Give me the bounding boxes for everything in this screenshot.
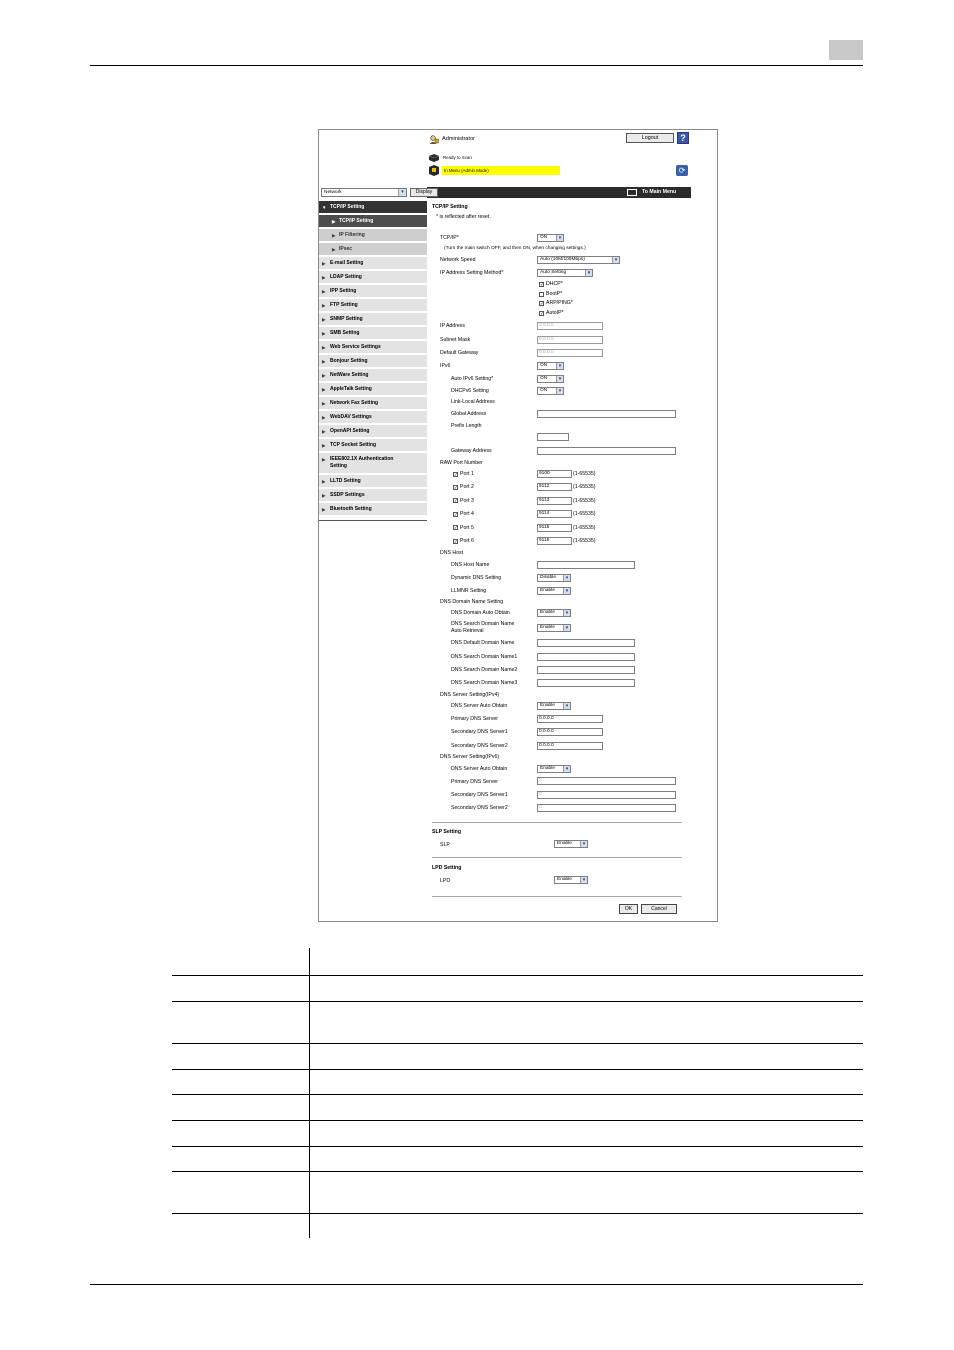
select-value: Enable: [540, 588, 555, 593]
ipv4-secondary-dns1-field[interactable]: 0.0.0.0: [537, 728, 603, 736]
default-domain-field[interactable]: [537, 639, 635, 647]
global-address-field[interactable]: [537, 410, 676, 418]
dns-host-name-field[interactable]: [537, 561, 635, 569]
ipv6-secondary-dns2-label: Secondary DNS Server2: [451, 805, 508, 811]
port3-field[interactable]: 9113: [537, 497, 572, 505]
select-value: ON: [540, 235, 548, 240]
triangle-right-icon: ▶: [322, 275, 326, 280]
sidebar-item-label: TCP/IP Setting: [330, 204, 365, 210]
sidebar-item-openapi[interactable]: [319, 425, 427, 438]
select-value: Enable: [557, 841, 572, 846]
domain-auto-obtain-select[interactable]: [537, 609, 571, 617]
dhcp-label: DHCP*: [546, 281, 563, 287]
select-value: ON: [540, 376, 548, 381]
sidebar-item-label: TCP/IP Setting: [339, 218, 374, 224]
triangle-right-icon: ▶: [332, 247, 336, 252]
sidebar-item-email[interactable]: [319, 257, 427, 270]
sidebar-item-label: IPsec: [339, 246, 353, 252]
dynamic-dns-label: Dynamic DNS Setting: [451, 575, 502, 581]
search-domain3-field[interactable]: [537, 679, 635, 687]
dhcpv6-label: DHCPv6 Setting: [451, 388, 489, 394]
sidebar-subitem-tcpip[interactable]: [319, 215, 427, 228]
slp-select[interactable]: [554, 840, 588, 848]
sidebar-subitem-ipsec[interactable]: [319, 243, 427, 256]
ip-address-label: IP Address: [440, 323, 465, 329]
sidebar-item-label: SSDP Settings: [330, 492, 365, 498]
sidebar-subitem-ip-filtering[interactable]: [319, 229, 427, 242]
chevron-down-icon: ▾: [563, 575, 570, 581]
prefix-length-label: Prefix Length: [451, 423, 482, 429]
table-row-line: [172, 1001, 863, 1002]
sidebar-item-ldap[interactable]: [319, 271, 427, 284]
page-tab-marker: [829, 40, 863, 60]
chevron-down-icon: ▾: [563, 625, 570, 631]
triangle-right-icon: ▶: [322, 345, 326, 350]
search-domain3-label: DNS Search Domain Name3: [451, 680, 518, 686]
triangle-right-icon: ▶: [322, 457, 326, 462]
chevron-down-icon: ▾: [563, 766, 570, 772]
gateway-address-label: Gateway Address: [451, 448, 492, 454]
port2-field[interactable]: 9112: [537, 483, 572, 491]
triangle-right-icon: ▶: [322, 261, 326, 266]
sidebar-item-label: FTP Setting: [330, 302, 358, 308]
port6-field[interactable]: 9116: [537, 537, 572, 545]
sidebar-item-label: IPP Setting: [330, 288, 357, 294]
auto-ipv6-select[interactable]: [537, 375, 564, 383]
global-address-label: Global Address: [451, 411, 487, 417]
network-speed-label: Network Speed: [440, 257, 476, 263]
lpd-section-title: LPD Setting: [432, 865, 462, 871]
sidebar-item-label: NetWare Setting: [330, 372, 369, 378]
help-icon[interactable]: ?: [677, 132, 689, 144]
sidebar-item-label: TCP Socket Setting: [330, 442, 377, 448]
scanner-icon: [428, 153, 440, 162]
search-domain-auto-select[interactable]: [537, 624, 571, 632]
refresh-icon[interactable]: ⟳: [676, 165, 688, 176]
port6-checkbox[interactable]: ✓: [454, 539, 458, 544]
select-value: Enable: [540, 625, 555, 630]
table-row-line: [172, 1043, 863, 1044]
sidebar-item-tcpip[interactable]: [319, 201, 427, 214]
arp-ping-label: ARP/PING*: [546, 300, 573, 306]
select-value: Enable: [540, 703, 555, 708]
default-gateway-label: Default Gateway: [440, 350, 479, 356]
triangle-right-icon: ▶: [332, 219, 336, 224]
sidebar-item-label: AppleTalk Setting: [330, 386, 372, 392]
select-value: Auto Setting: [540, 270, 567, 275]
default-domain-label: DNS Default Domain Name: [451, 640, 515, 646]
dns-host-name-label: DNS Host Name: [451, 562, 490, 568]
port4-label: Port 4: [460, 511, 474, 517]
sidebar-item-bluetooth[interactable]: [319, 503, 427, 516]
administrator-icon: [429, 135, 439, 144]
table-row-line: [172, 1213, 863, 1214]
logout-button[interactable]: Logout: [626, 133, 674, 143]
sidebar-item-label: Network Fax Setting: [330, 400, 379, 406]
slp-section-title: SLP Setting: [432, 829, 462, 835]
admin-mode-banner: In Menu (Admin Mode): [442, 166, 560, 175]
chevron-down-icon: ▾: [563, 588, 570, 594]
ipv6-secondary-dns1-field[interactable]: ::: [537, 791, 676, 799]
ok-button[interactable]: OK: [619, 904, 638, 914]
sidebar-item-label: Web Service Settings: [330, 344, 381, 350]
tcpip-note: (Turn the main switch OFF, and then ON, when changing settings.): [444, 246, 586, 251]
triangle-right-icon: ▶: [322, 479, 326, 484]
sidebar-item-label: WebDAV Settings: [330, 414, 372, 420]
chevron-down-icon: ▾: [556, 376, 563, 382]
search-domain-auto-label-2: Auto Retrieval: [451, 628, 484, 634]
ipv6-primary-dns-field[interactable]: ::: [537, 777, 676, 785]
ipv6-auto-obtain-select[interactable]: [537, 765, 571, 773]
port6-label: Port 6: [460, 538, 474, 544]
ip-method-select[interactable]: [537, 269, 593, 277]
tcpip-select[interactable]: [537, 234, 564, 242]
chevron-down-icon: ▾: [580, 877, 587, 883]
port1-label: Port 1: [460, 471, 474, 477]
header-rule: [90, 65, 863, 66]
port3-label: Port 3: [460, 498, 474, 504]
sidebar-item-tcp-socket[interactable]: [319, 439, 427, 452]
arp-ping-checkbox[interactable]: ✓: [540, 301, 544, 306]
triangle-right-icon: ▶: [322, 493, 326, 498]
select-value: Enable: [557, 877, 572, 882]
chevron-down-icon: ▾: [556, 235, 563, 241]
port4-range: (1-65535): [573, 511, 596, 517]
table-row-line: [172, 1094, 863, 1095]
sidebar-item-appletalk[interactable]: [319, 383, 427, 396]
sidebar-item-label: Bonjour Setting: [330, 358, 368, 364]
dns-server-ipv6-label: DNS Server Setting(IPv6): [440, 754, 500, 760]
triangle-right-icon: ▶: [322, 303, 326, 308]
bootp-label: BootP*: [546, 291, 563, 297]
port5-checkbox[interactable]: ✓: [454, 525, 458, 530]
sidebar-item-ieee8021x[interactable]: [319, 453, 427, 474]
network-category-select[interactable]: [321, 188, 407, 197]
display-button[interactable]: Display: [410, 188, 438, 197]
sidebar-item-label: IP Filtering: [339, 232, 365, 238]
sidebar-item-netware[interactable]: [319, 369, 427, 382]
sidebar-item-ipp[interactable]: [319, 285, 427, 298]
sidebar-item-lltd[interactable]: [319, 475, 427, 488]
administrator-label: Administrator: [442, 136, 475, 142]
table-row-line: [172, 1069, 863, 1070]
sidebar-item-label: SNMP Setting: [330, 316, 363, 322]
subnet-mask-label: Subnet Mask: [440, 337, 471, 343]
footer-rule: [90, 1284, 863, 1285]
sidebar-item-label: E-mail Setting: [330, 260, 364, 266]
ipv6-select[interactable]: [537, 362, 564, 370]
dhcp-checkbox[interactable]: ✓: [540, 282, 544, 287]
triangle-right-icon: ▶: [322, 373, 326, 378]
port1-field[interactable]: 9100: [537, 470, 572, 478]
link-local-label: Link-Local Address: [451, 399, 495, 405]
port1-range: (1-65535): [573, 471, 596, 477]
sidebar-item-label: Bluetooth Setting: [330, 506, 372, 512]
dns-host-label: DNS Host: [440, 550, 464, 556]
sidebar-item-ftp[interactable]: [319, 299, 427, 312]
sidebar-item-network-fax[interactable]: [319, 397, 427, 410]
dhcpv6-select[interactable]: [537, 387, 564, 395]
select-value: Auto (10M/100Mbps): [540, 257, 585, 262]
sidebar-item-snmp[interactable]: [319, 313, 427, 326]
lpd-select[interactable]: [554, 876, 588, 884]
table-row-line: [172, 1120, 863, 1121]
sidebar-item-webdav[interactable]: [319, 411, 427, 424]
section-divider: [432, 822, 682, 823]
triangle-right-icon: ▶: [322, 401, 326, 406]
triangle-right-icon: ▶: [322, 443, 326, 448]
sidebar-item-web-service[interactable]: [319, 341, 427, 354]
port2-checkbox[interactable]: ✓: [454, 485, 458, 490]
ip-method-label: IP Address Setting Method*: [440, 270, 504, 276]
chevron-down-icon: ▾: [563, 703, 570, 709]
subnet-mask-field[interactable]: 0.0.0.0: [537, 336, 603, 344]
port2-label: Port 2: [460, 484, 474, 490]
screenshot-frame: [318, 129, 718, 922]
admin-mode-icon: [428, 164, 440, 176]
port4-field[interactable]: 9114: [537, 510, 572, 518]
table-row-line: [172, 1171, 863, 1172]
chevron-down-icon: ▾: [556, 363, 563, 369]
triangle-right-icon: ▶: [322, 387, 326, 392]
triangle-right-icon: ▶: [322, 331, 326, 336]
triangle-right-icon: ▶: [322, 289, 326, 294]
ipv4-primary-dns-label: Primary DNS Server: [451, 716, 498, 722]
triangle-right-icon: ▶: [322, 429, 326, 434]
domain-auto-obtain-label: DNS Domain Auto Obtain: [451, 610, 510, 616]
chevron-down-icon: ▾: [563, 610, 570, 616]
search-domain-auto-label: DNS Search Domain Name: [451, 621, 515, 627]
sidebar-item-label: LLTD Setting: [330, 478, 361, 484]
tcpip-label: TCP/IP*: [440, 235, 459, 241]
sidebar-divider: [319, 520, 427, 521]
dns-domain-label: DNS Domain Name Setting: [440, 599, 504, 605]
section-divider: [432, 857, 682, 858]
port1-checkbox[interactable]: ✓: [454, 472, 458, 477]
port5-field[interactable]: 9115: [537, 524, 572, 532]
raw-port-label: RAW Port Number: [440, 460, 483, 466]
autoip-checkbox[interactable]: ✓: [540, 311, 544, 316]
reset-note: * is reflected after reset.: [436, 214, 491, 220]
default-gateway-field[interactable]: 0.0.0.0: [537, 349, 603, 357]
search-domain2-field[interactable]: [537, 666, 635, 674]
select-value: Enable: [540, 610, 555, 615]
sidebar-item-label: SMB Setting: [330, 330, 360, 336]
search-domain2-label: DNS Search Domain Name2: [451, 667, 518, 673]
table-row-line: [172, 975, 863, 976]
ipv4-auto-obtain-label: DNS Server Auto Obtain: [451, 703, 508, 709]
ipv6-primary-dns-label: Primary DNS Server: [451, 779, 498, 785]
cancel-button[interactable]: Cancel: [641, 904, 677, 914]
ipv6-secondary-dns1-label: Secondary DNS Server1: [451, 792, 508, 798]
machine-status: Ready to Scan: [443, 155, 472, 160]
triangle-right-icon: ▶: [322, 415, 326, 420]
select-value: ON: [540, 388, 548, 393]
sidebar-item-smb[interactable]: [319, 327, 427, 340]
port2-range: (1-65535): [573, 484, 596, 490]
lpd-label: LPD: [440, 878, 451, 884]
ipv6-secondary-dns2-field[interactable]: ::: [537, 804, 676, 812]
ipv6-label: IPv6: [440, 363, 451, 369]
section-divider: [432, 896, 682, 897]
port5-label: Port 5: [460, 525, 474, 531]
to-main-menu-link[interactable]: To Main Menu: [642, 189, 677, 195]
triangle-right-icon: ▶: [322, 507, 326, 512]
table-row-line: [172, 1146, 863, 1147]
select-value: Enable: [540, 766, 555, 771]
search-domain1-field[interactable]: [537, 653, 635, 661]
select-value: ON: [540, 363, 548, 368]
slp-label: SLP: [440, 842, 450, 848]
sidebar-item-label: IEEE802.1X Authentication: [330, 456, 394, 462]
ipv4-secondary-dns2-field[interactable]: 0.0.0.0: [537, 742, 603, 750]
llmnr-select[interactable]: [537, 587, 571, 595]
main-menu-icon[interactable]: [627, 189, 637, 196]
port6-range: (1-65535): [573, 538, 596, 544]
auto-ipv6-label: Auto IPv6 Setting*: [451, 376, 494, 382]
port3-checkbox[interactable]: ✓: [454, 498, 458, 503]
dynamic-dns-select[interactable]: [537, 574, 571, 582]
port5-range: (1-65535): [573, 525, 596, 531]
dns-server-ipv4-label: DNS Server Setting(IPv4): [440, 692, 500, 698]
bootp-checkbox[interactable]: [539, 292, 544, 297]
ipv6-auto-obtain-label: DNS Server Auto Obtain: [451, 766, 508, 772]
ipv4-secondary-dns2-label: Secondary DNS Server2: [451, 743, 508, 749]
chevron-down-icon: ▾: [580, 841, 587, 847]
triangle-right-icon: ▶: [332, 233, 336, 238]
llmnr-label: LLMNR Setting: [451, 588, 487, 594]
sidebar-item-label: LDAP Setting: [330, 274, 362, 280]
triangle-right-icon: ▶: [322, 359, 326, 364]
select-value: Disable: [540, 575, 556, 580]
port4-checkbox[interactable]: ✓: [454, 512, 458, 517]
port3-range: (1-65535): [573, 498, 596, 504]
prefix-length-field[interactable]: [537, 433, 569, 441]
gateway-address-field[interactable]: [537, 447, 676, 455]
sidebar-item-bonjour[interactable]: [319, 355, 427, 368]
sidebar-item-label: Setting: [330, 463, 347, 469]
ipv4-secondary-dns1-label: Secondary DNS Server1: [451, 729, 508, 735]
form-title: TCP/IP Setting: [432, 204, 468, 210]
network-select-value: Network: [324, 190, 342, 195]
sidebar-item-label: OpenAPI Setting: [330, 428, 370, 434]
chevron-down-icon: ▾: [612, 257, 619, 263]
table-column-divider: [309, 948, 310, 1238]
ip-address-field[interactable]: 0.0.0.0: [537, 322, 603, 330]
ipv4-primary-dns-field[interactable]: 0.0.0.0: [537, 715, 603, 723]
chevron-down-icon: ▾: [585, 270, 592, 276]
triangle-down-icon: ▼: [322, 205, 327, 210]
network-speed-select[interactable]: [537, 256, 620, 264]
triangle-right-icon: ▶: [322, 317, 326, 322]
chevron-down-icon: ▾: [398, 189, 406, 196]
ipv4-auto-obtain-select[interactable]: [537, 702, 571, 710]
search-domain1-label: DNS Search Domain Name1: [451, 654, 518, 660]
sidebar-item-ssdp[interactable]: [319, 489, 427, 502]
chevron-down-icon: ▾: [556, 388, 563, 394]
autoip-label: AutoIP*: [546, 310, 564, 316]
